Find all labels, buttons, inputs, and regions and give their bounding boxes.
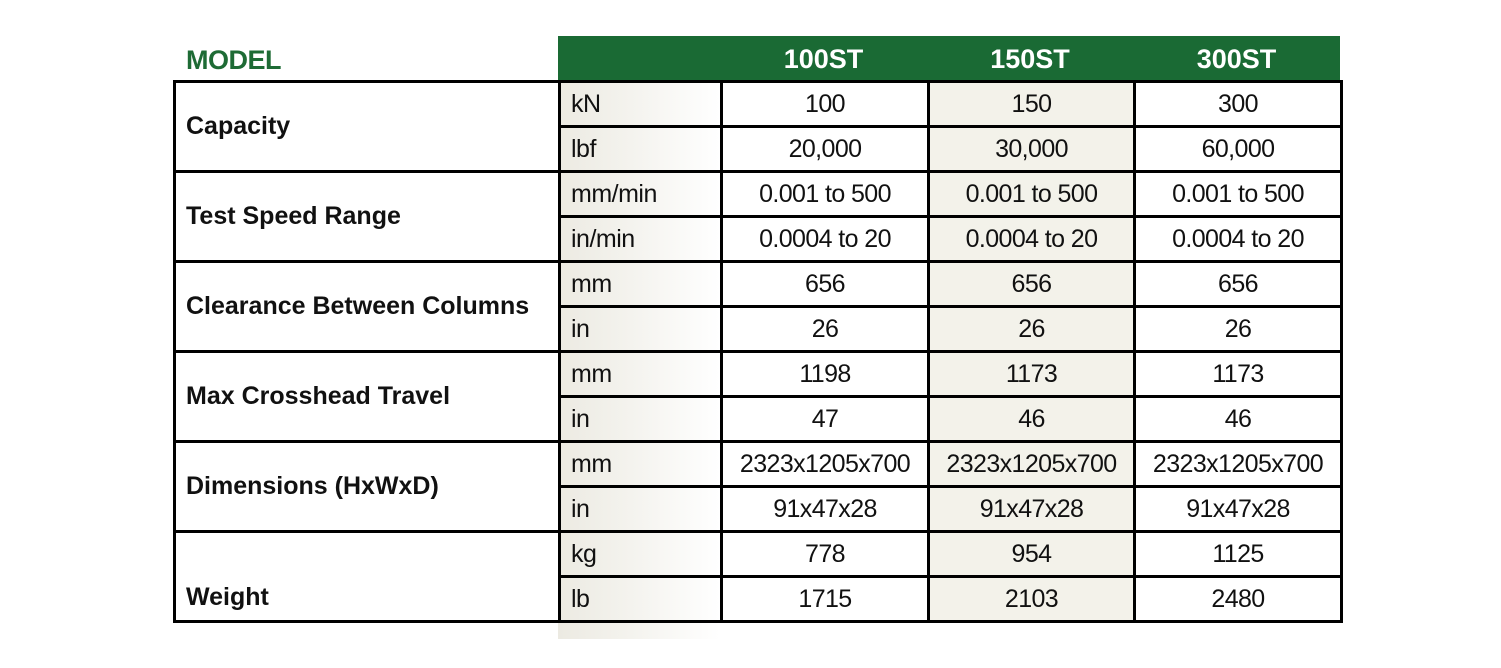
unit-cell: in bbox=[560, 307, 722, 352]
param-clearance-between-columns: Clearance Between Columns bbox=[175, 262, 560, 352]
value-cell: 1125 bbox=[1135, 532, 1342, 577]
value-cell: 30,000 bbox=[929, 127, 1135, 172]
value-cell: 0.001 to 500 bbox=[929, 172, 1135, 217]
param-test-speed-range: Test Speed Range bbox=[175, 172, 560, 262]
value-cell: 91x47x28 bbox=[1135, 487, 1342, 532]
value-cell: 2323x1205x700 bbox=[929, 442, 1135, 487]
param-weight: Weight bbox=[175, 532, 560, 622]
unit-cell: in/min bbox=[560, 217, 722, 262]
value-cell: 656 bbox=[929, 262, 1135, 307]
value-cell: 2103 bbox=[929, 577, 1135, 622]
value-cell: 60,000 bbox=[1135, 127, 1342, 172]
table-row bbox=[175, 172, 1342, 217]
value-cell: 0.001 to 500 bbox=[722, 172, 929, 217]
value-cell: 47 bbox=[722, 397, 929, 442]
param-max-crosshead-travel: Max Crosshead Travel bbox=[175, 352, 560, 442]
unit-cell: lbf bbox=[560, 127, 722, 172]
param-capacity: Capacity bbox=[175, 82, 560, 172]
value-cell: 1173 bbox=[1135, 352, 1342, 397]
model-name-150st: 150ST bbox=[990, 44, 1070, 74]
unit-cell: in bbox=[560, 487, 722, 532]
model-label: MODEL bbox=[186, 45, 281, 75]
value-cell: 1198 bbox=[722, 352, 929, 397]
unit-cell: mm bbox=[560, 442, 722, 487]
model-name-300st: 300ST bbox=[1196, 44, 1277, 74]
value-cell: 0.001 to 500 bbox=[1135, 172, 1342, 217]
value-cell: 1173 bbox=[929, 352, 1135, 397]
specifications-table bbox=[173, 80, 1343, 623]
table-row bbox=[175, 82, 1342, 127]
value-cell: 26 bbox=[722, 307, 929, 352]
value-cell: 150 bbox=[929, 82, 1135, 127]
value-cell: 300 bbox=[1135, 82, 1342, 127]
value-cell: 46 bbox=[1135, 397, 1342, 442]
unit-cell: mm bbox=[560, 262, 722, 307]
value-cell: 20,000 bbox=[722, 127, 929, 172]
model-name-100st: 100ST bbox=[783, 44, 864, 74]
value-cell: 656 bbox=[722, 262, 929, 307]
value-cell: 91x47x28 bbox=[722, 487, 929, 532]
unit-cell: in bbox=[560, 397, 722, 442]
table-row bbox=[175, 532, 1342, 577]
unit-cell: kN bbox=[560, 82, 722, 127]
value-cell: 26 bbox=[929, 307, 1135, 352]
value-cell: 0.0004 to 20 bbox=[722, 217, 929, 262]
value-cell: 778 bbox=[722, 532, 929, 577]
unit-cell: mm/min bbox=[560, 172, 722, 217]
unit-cell: mm bbox=[560, 352, 722, 397]
value-cell: 1715 bbox=[722, 577, 929, 622]
value-cell: 91x47x28 bbox=[929, 487, 1135, 532]
table-row bbox=[175, 442, 1342, 487]
value-cell: 100 bbox=[722, 82, 929, 127]
value-cell: 0.0004 to 20 bbox=[1135, 217, 1342, 262]
value-cell: 46 bbox=[929, 397, 1135, 442]
value-cell: 656 bbox=[1135, 262, 1342, 307]
value-cell: 2323x1205x700 bbox=[1135, 442, 1342, 487]
table-row bbox=[175, 352, 1342, 397]
value-cell: 954 bbox=[929, 532, 1135, 577]
unit-cell: kg bbox=[560, 532, 722, 577]
value-cell: 2323x1205x700 bbox=[722, 442, 929, 487]
value-cell: 0.0004 to 20 bbox=[929, 217, 1135, 262]
unit-cell: lb bbox=[560, 577, 722, 622]
param-dimensions: Dimensions (HxWxD) bbox=[175, 442, 560, 532]
table-row bbox=[175, 262, 1342, 307]
value-cell: 2480 bbox=[1135, 577, 1342, 622]
value-cell: 26 bbox=[1135, 307, 1342, 352]
